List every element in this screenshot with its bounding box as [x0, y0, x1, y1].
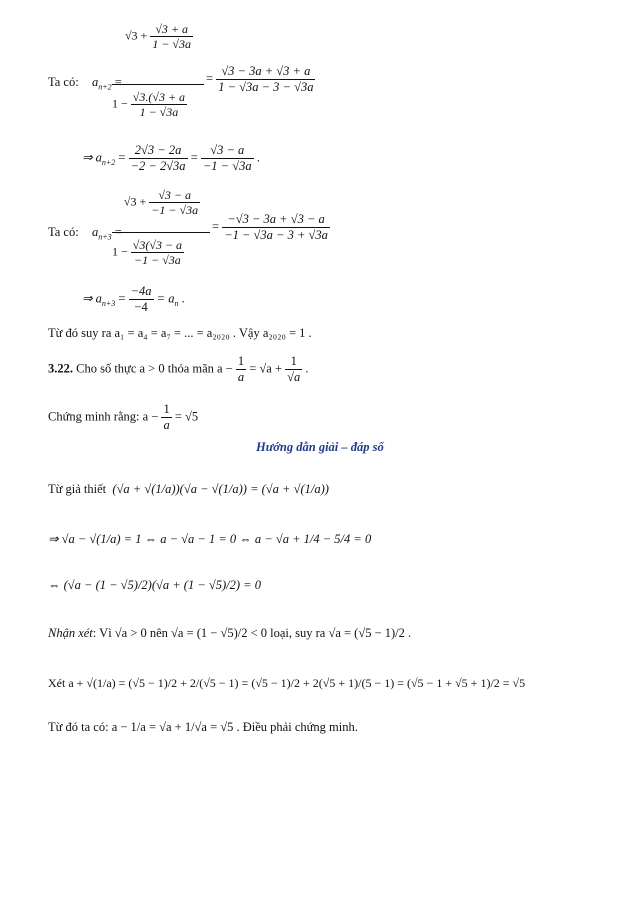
consider-line: Xét a + √(1/a) = (√5 − 1)/2 + 2/(√5 − 1) = (√5 − 1)/2 + 2(√5 + 1)/(5 − 1) = (√5 − 1 + √5 + 1)/2 = √5 [48, 676, 526, 690]
eq1-main-bar [112, 84, 204, 85]
step-2: ⇔ (√a − (1 − √5)/2)(√a + (1 − √5)/2) = 0 [48, 578, 261, 592]
eq2: ⇒ $a_{n+2}$ = $\frac{2√3 - 2a}{-2 - 2√3a}$ = $\frac{√3 - a}{-1 - √3a}$ . [82, 143, 260, 173]
remark: Nhận xét: Vì √a > 0 nên √a = (1 − √5)/2 < 0 loại, suy ra √a = (√5 − 1)/2 . [48, 626, 412, 640]
problem-number: 3.22. [48, 361, 73, 376]
eq4: ⇒ $a_{n+3}$ = $\frac{-4a}{-4}$ = $a_n$ . [82, 284, 185, 314]
hypothesis: Từ giả thiết (√a + √(1/a))(√a − √(1/a)) = (√a + √(1/a)) [48, 482, 329, 496]
eq1-denominator: 1 − $\frac{√3.(√3 + a}{1 - √3a}$ [112, 90, 186, 120]
eq3-rhs: = $\frac{-√3 - 3a + √3 - a}{-1 - √3a - 3 + √3a}$ [212, 212, 328, 242]
eq1-lhs: $a_{n+2}$ = [92, 75, 122, 92]
problem-statement: 3.22. Cho số thực a > 0 thỏa mãn a − $\frac{1}{a}$ = √a + $\frac{1}{√a}$ . [48, 354, 309, 384]
label-ta-co-2: Ta có: [48, 225, 79, 239]
prove-statement: Chứng minh rằng: a − $\frac{1}{a}$ = √5 [48, 402, 199, 432]
solution-heading: Hướng dẫn giải – đáp số [256, 440, 384, 454]
eq3-big-fraction: √3 + $\frac{√3 - a}{-1 - √3a}$ [123, 188, 199, 218]
eq1-big-fraction: √3 + $\frac{√3 + a}{1 - √3a}$ [124, 22, 192, 52]
label-ta-co-1: Ta có: [48, 75, 79, 89]
conclusion-1: Từ đó suy ra a₁ = a₄ = a₇ = ... = a₂₀₂₀ . Vậy a₂₀₂₀ = 1 . [48, 326, 312, 340]
eq3-denominator: 1 − $\frac{√3(√3 - a}{-1 - √3a}$ [112, 238, 183, 268]
final-line: Từ đó ta có: a − 1/a = √a + 1/√a = √5 . Điều phải chứng minh. [48, 720, 358, 734]
step-1: ⇒ √a − √(1/a) = 1 ⇔ a − √a − 1 = 0 ⇔ a − √a + 1/4 − 5/4 = 0 [48, 532, 372, 546]
eq1-rhs: = $\frac{√3 - 3a + √3 + a}{1 - √3a - 3 - √3a}$ [206, 64, 314, 94]
eq3-lhs: $a_{n+3}$ = [92, 225, 122, 242]
eq3-main-bar [112, 232, 210, 233]
